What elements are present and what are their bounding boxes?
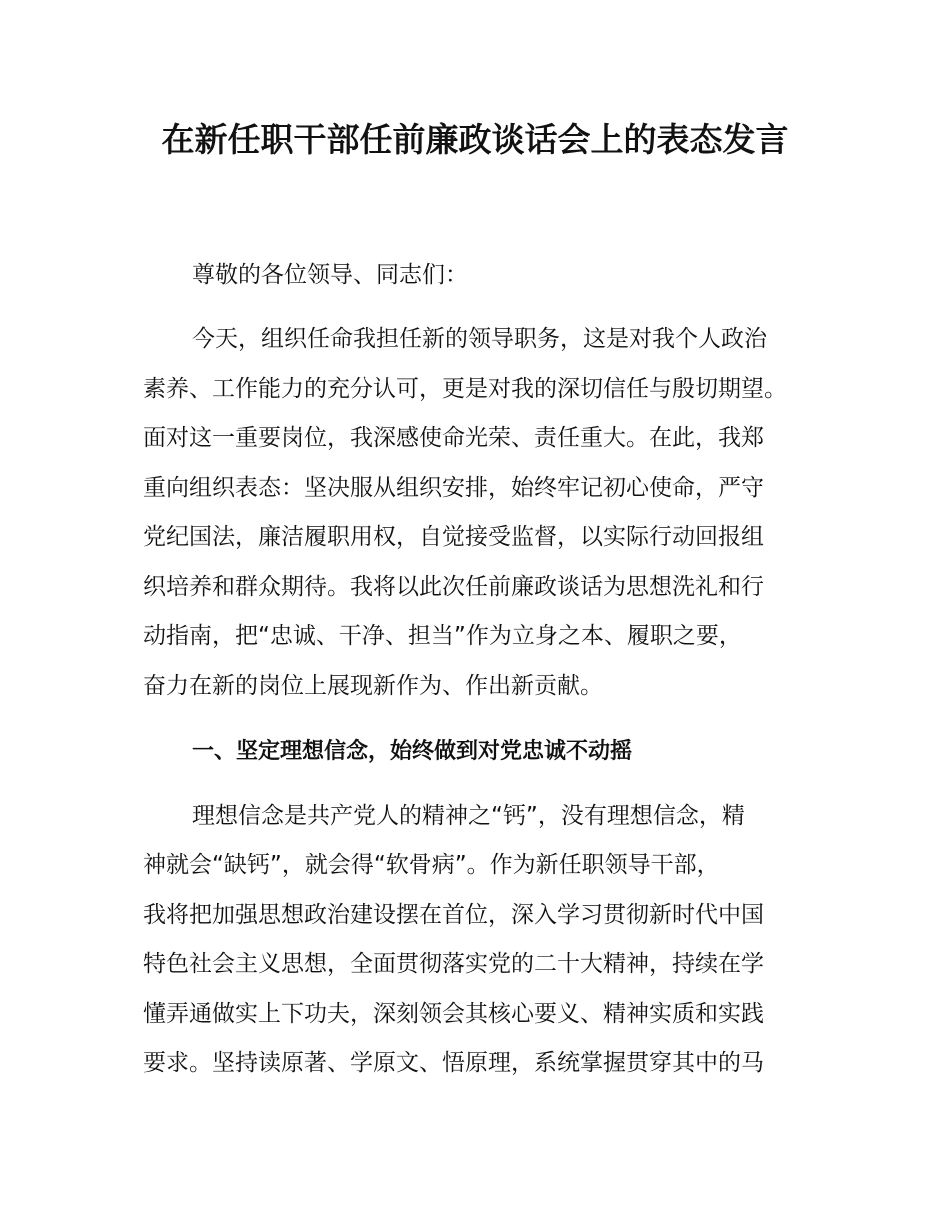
- paragraph-line: 特色社会主义思想，全面贯彻落实党的二十大精神，持续在学: [143, 951, 764, 977]
- paragraph-line: 面对这一重要岗位，我深感使命光荣、责任重大。在此，我郑: [143, 425, 764, 451]
- paragraph-line: 我将把加强思想政治建设摆在首位，深入学习贯彻新时代中国: [143, 902, 764, 928]
- paragraph-line: 懂弄通做实上下功夫，深刻领会其核心要义、精神实质和实践: [143, 1001, 764, 1027]
- paragraph-line: 理想信念是共产党人的精神之“钙”，没有理想信念，精: [192, 803, 745, 829]
- paragraph-line: 奋力在新的岗位上展现新作为、作出新贡献。: [143, 673, 603, 699]
- salutation: 尊敬的各位领导、同志们：: [192, 262, 468, 288]
- paragraph-line: 动指南，把“忠诚、干净、担当”作为立身之本、履职之要，: [143, 623, 742, 649]
- paragraph-line: 重向组织表态：坚决服从组织安排，始终牢记初心使命，严守: [143, 475, 764, 501]
- paragraph-line: 织培养和群众期待。我将以此次任前廉政谈话为思想洗礼和行: [143, 574, 764, 600]
- section-heading: 一、坚定理想信念，始终做到对党忠诚不动摇: [192, 739, 633, 764]
- paragraph-line: 今天，组织任命我担任新的领导职务，这是对我个人政治: [192, 326, 767, 352]
- document-title: 在新任职干部任前廉政谈话会上的表态发言: [161, 120, 789, 159]
- paragraph-line: 神就会“缺钙”，就会得“软骨病”。作为新任职领导干部，: [143, 852, 720, 878]
- paragraph-line: 素养、工作能力的充分认可，更是对我的深切信任与殷切期望。: [143, 376, 787, 402]
- paragraph-line: 党纪国法，廉洁履职用权，自觉接受监督，以实际行动回报组: [143, 524, 764, 550]
- paragraph-line: 要求。坚持读原著、学原文、悟原理，系统掌握贯穿其中的马: [143, 1050, 764, 1076]
